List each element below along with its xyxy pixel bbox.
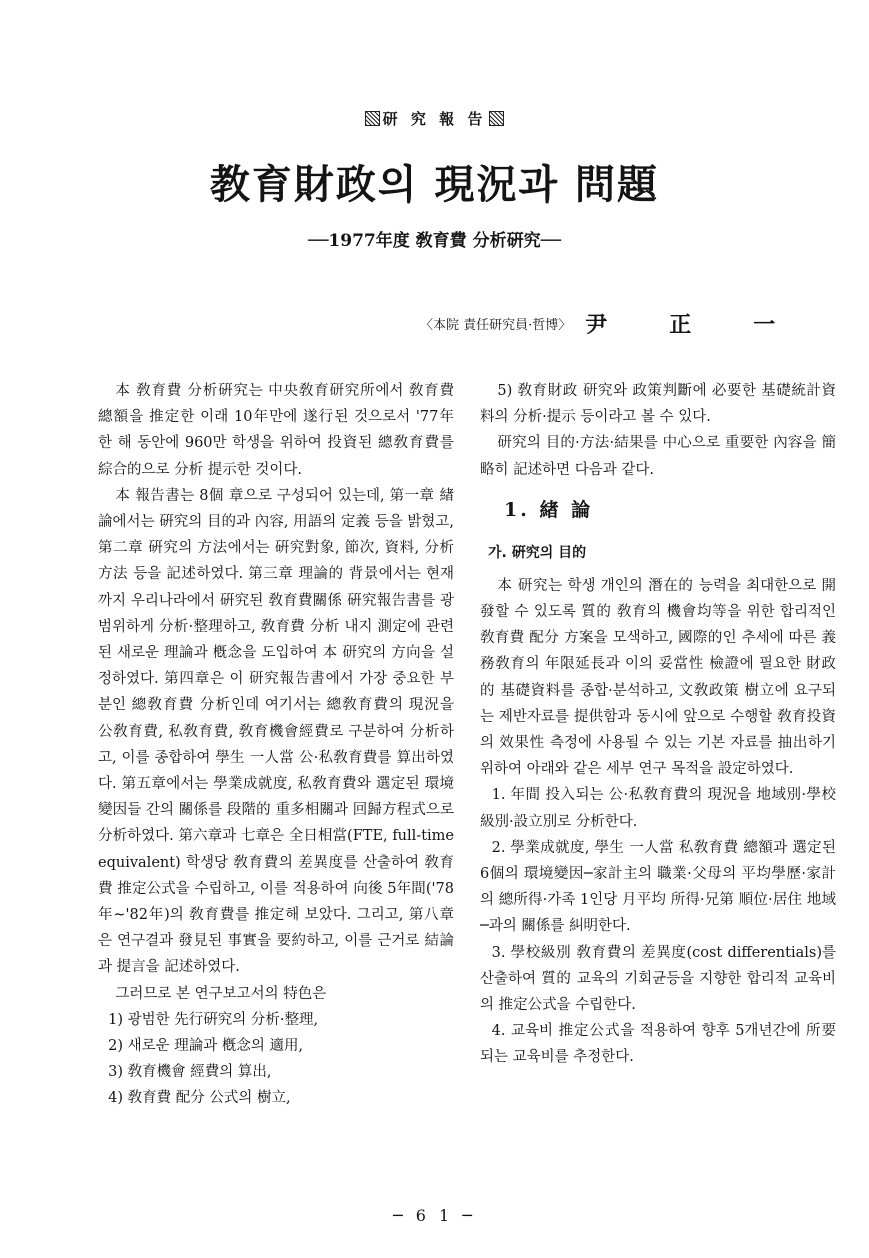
- list-item: 1) 광범한 先行硏究의 分析·整理,: [108, 1011, 319, 1028]
- objective-item: 4. 교육비 推定公式을 적용하여 향후 5개년간에 所要되는 교육비를 추정한다.: [480, 1023, 836, 1066]
- left-column: [98, 378, 454, 1112]
- article-title: 教育財政의 現況과 問題: [209, 161, 660, 208]
- objective-item: 3. 學校級別 敎育費의 差異度(cost differentials)를 산출하여 質的 교육의 기회균등을 지향한 합리적 교육비의 推定公式을 수립한다.: [480, 944, 836, 1014]
- section-tag: [0, 108, 869, 129]
- list-item: 4) 敎育費 配分 公式의 樹立,: [108, 1090, 291, 1107]
- right-column: [480, 378, 836, 1071]
- objective-item: 1. 年間 投入되는 公·私敎育費의 現況을 地域別·學校級別·設立別로 分析한다.: [480, 787, 836, 830]
- section-heading: 1. 緖 論: [504, 498, 594, 521]
- section-tag-label: 研 究 報 告: [382, 110, 487, 128]
- subsection-heading: 가. 硏究의 目的: [488, 544, 587, 561]
- hatch-box-icon: [365, 111, 380, 126]
- author-name: 尹正一: [585, 312, 838, 338]
- article-subtitle: ──1977年度 敎育費 分析硏究──: [307, 231, 562, 251]
- author-affiliation: 〈本院 責任研究員·哲博〉: [420, 318, 572, 333]
- page-number: ─ 6 1 ─: [393, 1206, 476, 1225]
- list-item: 3) 敎育機會 經費의 算出,: [108, 1064, 272, 1081]
- paragraph: 그러므로 본 연구보고서의 特色은: [115, 985, 327, 1002]
- paragraph: 本 研究는 학생 개인의 潛在的 능력을 최대한으로 開發할 수 있도록 質的 敎育의 機會均等을 위한 합리적인 敎育費 配分 方案을 모색하고, 國際的인 추세에 따른 義務敎育의 年限延長과 이의 妥當性 檢證에 필요한 財政的 基礎資料를 종합·분석하고, 文敎政策 樹立에 요구되는 제반자료를 提供함과 동시에 앞으로 수행할 敎育投資의 效果性 측정에 사용될 수 있는 기본 자료를 抽出하기 위하여 아래와 같은 세부 연구 목적을 設定하였다.: [480, 577, 836, 778]
- paragraph: 本 報告書는 8個 章으로 구성되어 있는데, 第一章 緖論에서는 硏究의 目的과 內容, 用語의 定義 등을 밝혔고, 第二章 硏究의 方法에서는 硏究對象, 節次, 資料, 分析方法 등을 記述하였다. 第三章 理論的 背景에서는 현재까지 우리나라에서 硏究된 敎育費關係 硏究報告書를 광범위하게 分析·整理하고, 敎育費 分析 내지 測定에 관련된 새로운 理論과 槪念을 도입하여 本 研究의 方向을 설정하였다. 第四章은 이 研究報告書에서 가장 중요한 부분인 總敎育費 分析인데 여기서는 總敎育費의 現況을 公敎育費, 私敎育費, 敎育機會經費로 구분하여 分析하고, 이를 종합하여 學生 一人當 公·私敎育費를 算出하였다. 第五章에서는 學業成就度, 私敎育費와 選定된 環境變因들 간의 關係를 段階的 重多相關과 回歸方程式으로 分析하였다. 第六章과 七章은 全日相當(FTE, full-time equivalent) 학생당 敎育費의 差異度를 산출하여 敎育費 推定公式을 수립하고, 이를 적용하여 向後 5年間('78年~'82年)의 敎育費를 推定해 보았다. 그리고, 第八章은 연구결과 發見된 事實을 要約하고, 이를 근거로 結論과 提言을 記述하였다.: [98, 487, 454, 976]
- list-item: 2) 새로운 理論과 槪念의 適用,: [108, 1038, 304, 1055]
- paragraph: 本 敎育費 分析硏究는 中央敎育研究所에서 敎育費 總額을 推定한 이래 10年만에 遂行된 것으로서 '77年 한 해 동안에 960만 학생을 위하여 投資된 總敎育費를 綜合的으로 分析 提示한 것이다.: [98, 383, 454, 478]
- hatch-box-icon: [489, 111, 504, 126]
- paragraph: 研究의 目的·方法·結果를 中心으로 重要한 內容을 簡略히 記述하면 다음과 같다.: [480, 435, 836, 478]
- objective-item: 2. 學業成就度, 學生 一人當 私敎育費 總額과 選定된 6個의 環境變因─家計主의 職業·父母의 平均學歷·家計의 總所得·가족 1인당 月平均 所得·兄第 順位·居住 地域─과의 關係를 糾明한다.: [480, 839, 836, 935]
- list-item: 5) 敎育財政 研究와 政策判斷에 必要한 基礎統計資料의 分析·提示 등이라고 볼 수 있다.: [480, 383, 836, 426]
- author-line: [420, 308, 838, 339]
